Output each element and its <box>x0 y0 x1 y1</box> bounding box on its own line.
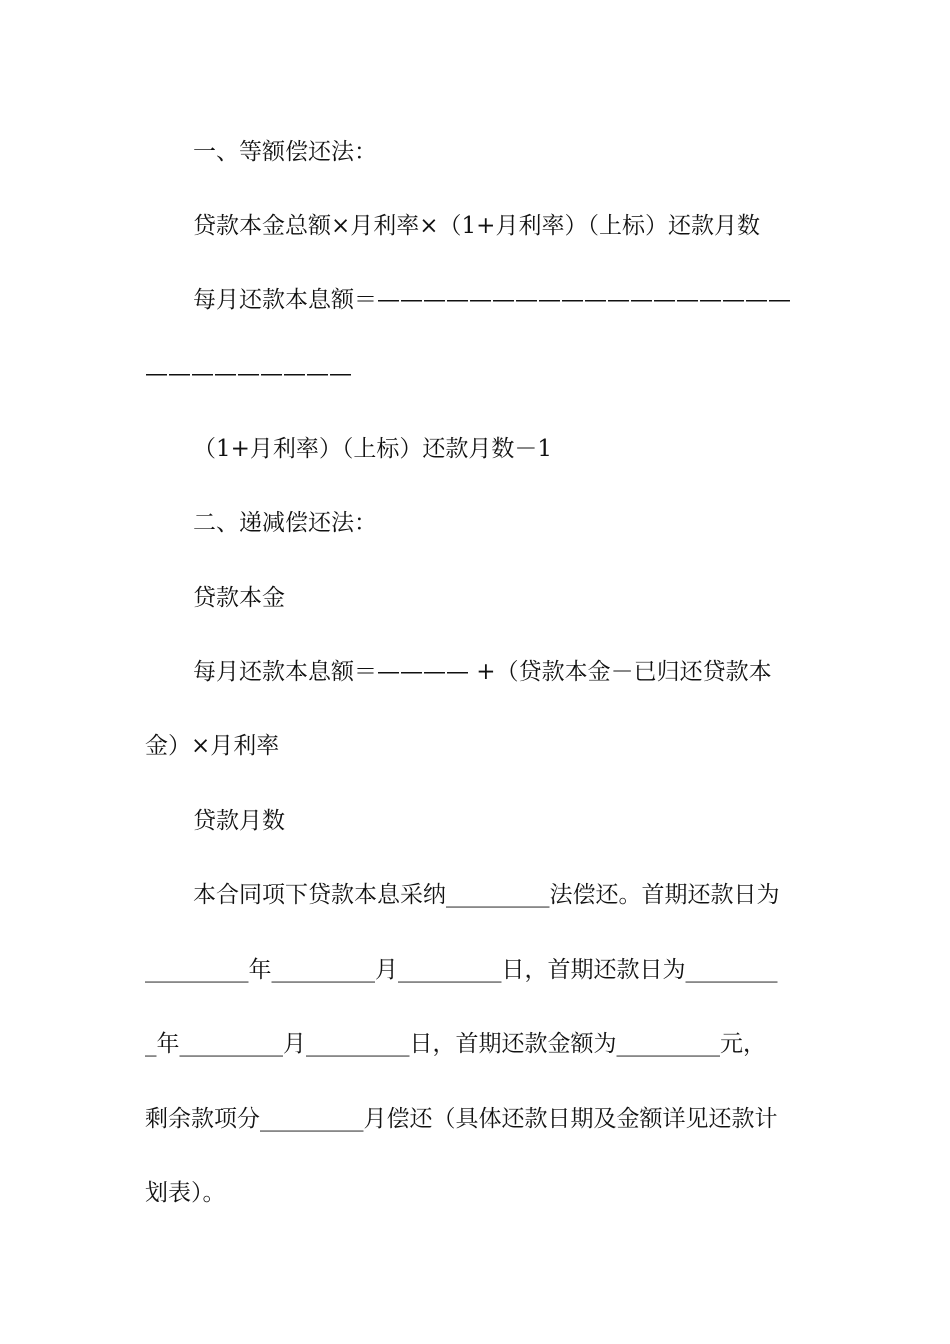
formula2-numerator: 贷款本金 <box>193 585 285 611</box>
contract-clause-paragraph-line-5: 划表）。 <box>145 1180 226 1206</box>
formula-denominator: （1+月利率）（上标）还款月数－1 <box>193 436 553 462</box>
contract-clause-paragraph-line-2: _________年_________月_________日，首期还款日为________ <box>145 957 778 983</box>
section-heading-decreasing-installment: 二、递减偿还法： <box>193 510 377 536</box>
formula2-continued: 金）×月利率 <box>145 733 280 759</box>
formula-fraction-bar-continued: ————————— <box>145 361 352 387</box>
formula-numerator: 贷款本金总额×月利率×（1+月利率）（上标）还款月数 <box>193 213 760 239</box>
formula-label-monthly-payment: 每月还款本息额＝—————————————————— <box>193 287 791 313</box>
formula2-label-monthly-payment: 每月还款本息额＝———— +（贷款本金－已归还贷款本 <box>193 659 772 685</box>
section-heading-equal-installment: 一、等额偿还法： <box>193 139 377 165</box>
contract-clause-paragraph-line-4: 剩余款项分_________月偿还（具体还款日期及金额详见还款计 <box>145 1106 778 1132</box>
contract-clause-paragraph-line-1: 本合同项下贷款本息采纳_________法偿还。首期还款日为 <box>193 882 780 908</box>
formula2-denominator: 贷款月数 <box>193 808 285 834</box>
contract-clause-paragraph-line-3: _年_________月_________日，首期还款金额为_________元， <box>145 1031 766 1057</box>
